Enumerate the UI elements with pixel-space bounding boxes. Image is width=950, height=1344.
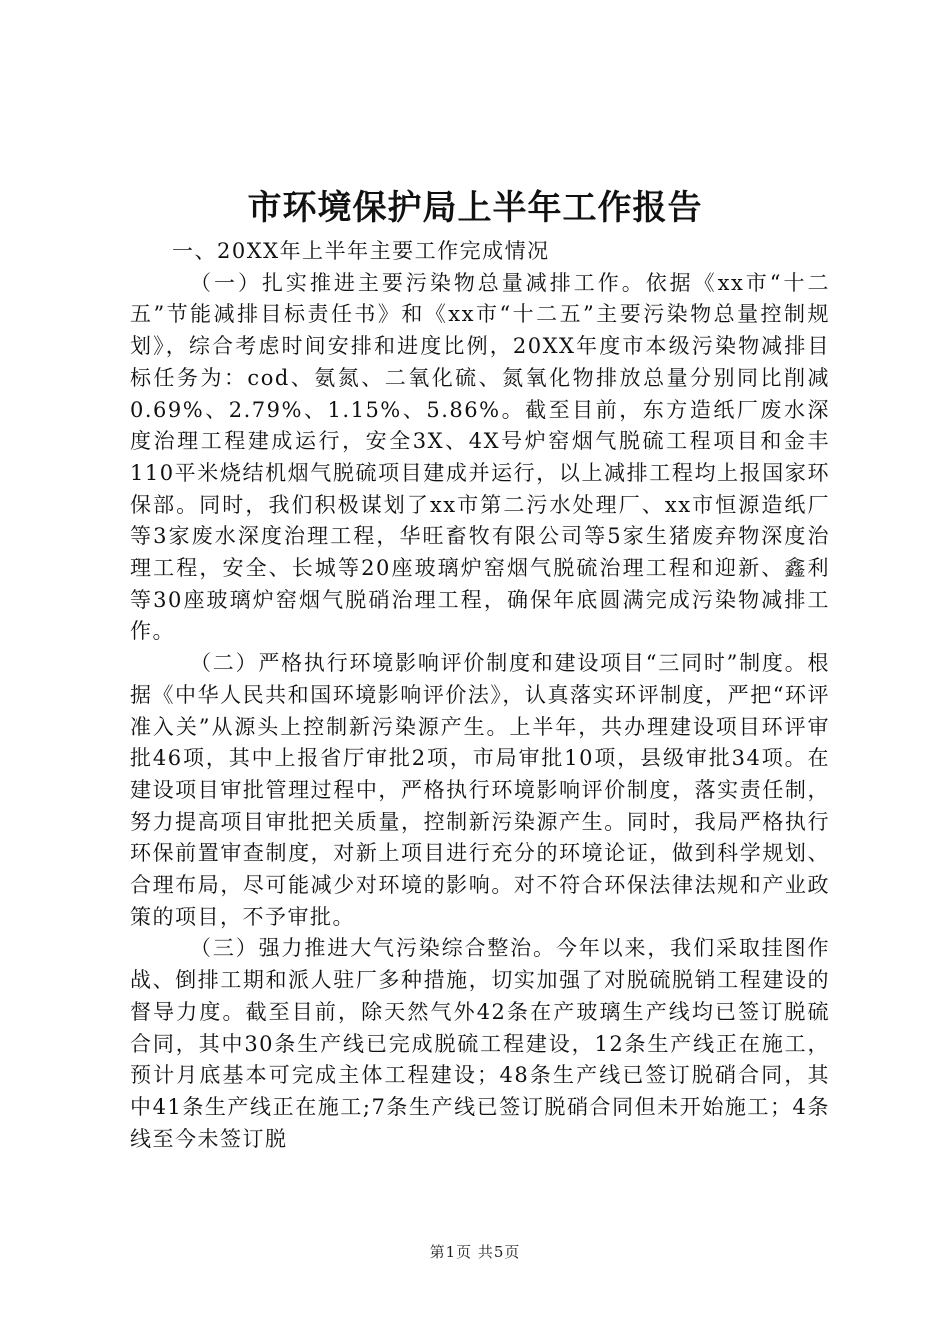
paragraph-3: （三）强力推进大气污染综合整治。今年以来，我们采取挂图作战、倒排工期和派人驻厂多种措施，切实加强了对脱硫脱销工程建设的督导力度。截至目前，除天然气外42条在产玻璃生产线均已签订脱硫合同，其中30条生产线已完成脱硫工程建设，12条生产线正在施工，预计月底基本可完成主体工程建设；48条生产线已签订脱硝合同，其中41条生产线正在施工;7条生产线已签订脱硝合同但未开始施工；4条线至今未签订脱: [130, 936, 830, 1151]
paragraph-2: （二）严格执行环境影响评价制度和建设项目“三同时”制度。根据《中华人民共和国环境影响评价法》，认真落实环评制度，严把“环评准入关”从源头上控制新污染源产生。上半年，共办理建设项目环评审批46项，其中上报省厅审批2项，市局审批10项，县级审批34项。在建设项目审批管理过程中，严格执行环境影响评价制度，落实责任制，努力提高项目审批把关质量，控制新污染源产生。同时，我局严格执行环保前置审查制度，对新上项目进行充分的环境论证，做到科学规划、合理布局，尽可能减少对环境的影响。对不符合环保法律法规和产业政策的项目，不予审批。: [130, 651, 830, 929]
page-footer: 第1页 共5页: [429, 1243, 521, 1261]
paragraph-1: （一）扎实推进主要污染物总量减排工作。依据《xx市“十二五”节能减排目标责任书》和《xx市“十二五”主要污染物总量控制规划》，综合考虑时间安排和进度比例，20XX年度市本级污染物减排目标任务为：cod、氨氮、二氧化硫、氮氧化物排放总量分别同比削减0.69%、2.79%、1.15%、5.86%。截至目前，东方造纸厂废水深度治理工程建成运行，安全3X、4X号炉窑烟气脱硫工程项目和金丰110平米烧结机烟气脱硫项目建成并运行，以上减排工程均上报国家环保部。同时，我们积极谋划了xx市第二污水处理厂、xx市恒源造纸厂等3家废水深度治理工程，华旺畜牧有限公司等5家生猪废弃物深度治理工程，安全、长城等20座玻璃炉窑烟气脱硫治理工程和迎新、鑫利等30座玻璃炉窑烟气脱硝治理工程，确保年底圆满完成污染物减排工作。: [130, 270, 830, 644]
document-body: [130, 236, 830, 1155]
document-title: 市环境保护局上半年工作报告: [247, 188, 703, 228]
section-heading: 一、20XX年上半年主要工作完成情况: [172, 239, 550, 263]
